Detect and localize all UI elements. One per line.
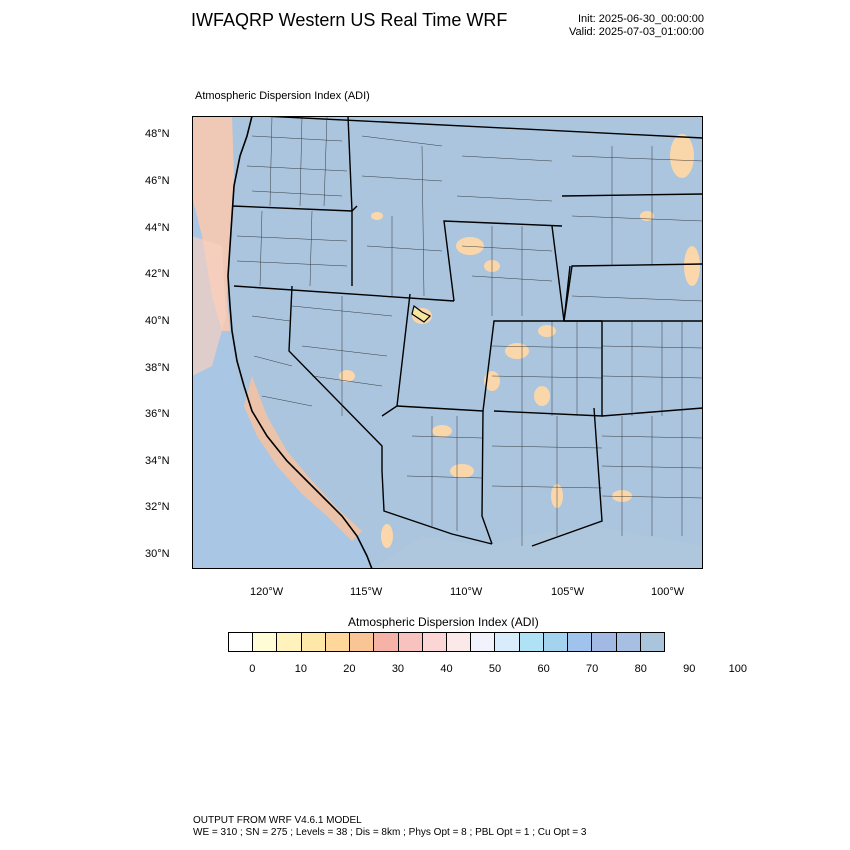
model-config: WE = 310 ; SN = 275 ; Levels = 38 ; Dis = 8km ; Phys Opt = 8 ; PBL Opt = 1 ; Cu Opt = 3: [193, 827, 587, 838]
lat-label: 34°N: [145, 455, 170, 467]
main-title: IWFAQRP Western US Real Time WRF: [191, 10, 508, 30]
lat-label: 42°N: [145, 268, 170, 280]
lat-label: 32°N: [145, 501, 170, 513]
colorbar-label: 100: [728, 663, 747, 675]
lon-label: 115°W: [350, 586, 383, 598]
lat-label: 40°N: [145, 315, 170, 327]
lat-label: 48°N: [145, 128, 170, 140]
colorbar-box: [519, 632, 543, 652]
map-field-label: Atmospheric Dispersion Index (ADI): [195, 90, 370, 102]
colorbar-box: [325, 632, 349, 652]
colorbar-box: [349, 632, 373, 652]
colorbar-label: 90: [683, 663, 696, 675]
colorbar-box: [616, 632, 640, 652]
colorbar-box: [422, 632, 446, 652]
colorbar: [228, 632, 665, 652]
lat-label: 46°N: [145, 175, 170, 187]
lon-label: 120°W: [250, 586, 284, 598]
colorbar-label: 70: [586, 663, 599, 675]
map-panel: [192, 116, 703, 569]
colorbar-label: 20: [343, 663, 356, 675]
colorbar-box: [301, 632, 325, 652]
colorbar-label: 0: [249, 663, 256, 675]
colorbar-box: [543, 632, 567, 652]
lat-label: 30°N: [145, 548, 170, 560]
colorbar-label: 50: [488, 663, 502, 675]
colorbar-box: [640, 632, 665, 652]
colorbar-box: [252, 632, 276, 652]
model-version: OUTPUT FROM WRF V4.6.1 MODEL: [193, 815, 362, 826]
colorbar-label: 40: [440, 663, 453, 675]
colorbar-box: [276, 632, 300, 652]
colorbar-box: [446, 632, 470, 652]
colorbar-title: Atmospheric Dispersion Index (ADI): [348, 615, 539, 629]
lat-label: 36°N: [145, 408, 170, 420]
lon-label: 110°W: [450, 586, 483, 598]
valid-time: Valid: 2025-07-03_01:00:00: [569, 26, 704, 38]
colorbar-label: 60: [537, 663, 550, 675]
lat-label: 44°N: [145, 222, 170, 234]
map-canvas: [192, 116, 703, 569]
colorbar-box: [398, 632, 422, 652]
lon-label: 100°W: [651, 586, 685, 598]
colorbar-box: [494, 632, 518, 652]
colorbar-label: 30: [391, 663, 405, 675]
colorbar-box: [470, 632, 494, 652]
time-info: [520, 13, 704, 39]
lon-label: 105°W: [551, 586, 585, 598]
colorbar-label: 80: [634, 663, 647, 675]
colorbar-box: [228, 632, 252, 652]
colorbar-label: 10: [294, 663, 307, 675]
colorbar-box: [373, 632, 397, 652]
init-time: Init: 2025-06-30_00:00:00: [578, 13, 704, 25]
lat-label: 38°N: [145, 362, 170, 374]
colorbar-box: [567, 632, 591, 652]
colorbar-box: [591, 632, 615, 652]
model-info: [193, 815, 586, 839]
